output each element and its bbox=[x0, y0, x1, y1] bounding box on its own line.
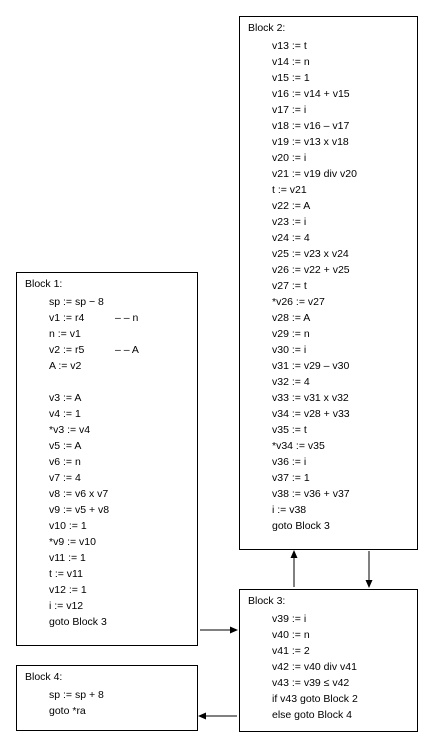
code-line bbox=[49, 582, 109, 598]
code-statement: v30 := i bbox=[272, 344, 307, 356]
code-line bbox=[272, 659, 358, 675]
code-statement: t := v11 bbox=[49, 568, 83, 580]
code-statement: n := v1 bbox=[49, 328, 81, 340]
code-line bbox=[272, 166, 357, 182]
code-statement: v17 := i bbox=[272, 104, 307, 116]
code-line bbox=[272, 214, 357, 230]
code-line bbox=[49, 326, 109, 342]
code-line bbox=[49, 614, 109, 630]
code-statement: v21 := v19 div v20 bbox=[272, 168, 357, 180]
code-line bbox=[272, 134, 357, 150]
code-statement: v37 := 1 bbox=[272, 472, 310, 484]
block-3-code bbox=[272, 611, 358, 723]
code-statement: else goto Block 4 bbox=[272, 709, 352, 721]
code-line bbox=[272, 691, 358, 707]
code-line bbox=[272, 422, 357, 438]
code-statement: v5 := A bbox=[49, 440, 82, 452]
code-line bbox=[49, 703, 104, 719]
code-line bbox=[49, 374, 109, 390]
code-statement: goto Block 3 bbox=[272, 520, 330, 532]
code-statement: v2 := r5 bbox=[49, 344, 85, 356]
code-statement: v28 := A bbox=[272, 312, 311, 324]
code-line bbox=[272, 627, 358, 643]
code-line bbox=[272, 246, 357, 262]
code-statement: v29 := n bbox=[272, 328, 310, 340]
code-line bbox=[272, 643, 358, 659]
code-statement: v6 := n bbox=[49, 456, 81, 468]
code-statement: sp := sp − 8 bbox=[49, 296, 104, 308]
code-statement: v8 := v6 x v7 bbox=[49, 488, 109, 500]
code-statement: goto Block 3 bbox=[49, 616, 107, 628]
code-line bbox=[272, 86, 357, 102]
code-line bbox=[272, 70, 357, 86]
code-statement: v22 := A bbox=[272, 200, 311, 212]
block-2-title: Block 2: bbox=[248, 22, 286, 34]
code-statement: v40 := n bbox=[272, 629, 310, 641]
code-statement: *v26 := v27 bbox=[272, 296, 325, 308]
code-line bbox=[272, 358, 357, 374]
code-statement: v9 := v5 + v8 bbox=[49, 504, 110, 516]
code-line bbox=[49, 687, 104, 703]
code-line bbox=[272, 38, 357, 54]
code-line bbox=[272, 406, 357, 422]
code-line bbox=[272, 390, 357, 406]
code-statement: v13 := t bbox=[272, 40, 307, 52]
code-line bbox=[272, 486, 357, 502]
code-statement: *v3 := v4 bbox=[49, 424, 91, 436]
code-statement: *v34 := v35 bbox=[272, 440, 325, 452]
code-statement: v32 := 4 bbox=[272, 376, 310, 388]
code-statement: v31 := v29 – v30 bbox=[272, 360, 350, 372]
code-line bbox=[272, 182, 357, 198]
code-statement: v43 := v39 ≤ v42 bbox=[272, 677, 350, 689]
block-1 bbox=[16, 272, 198, 646]
code-statement: v14 := n bbox=[272, 56, 310, 68]
code-statement: v41 := 2 bbox=[272, 645, 310, 657]
code-statement: v19 := v13 x v18 bbox=[272, 136, 349, 148]
code-line bbox=[49, 486, 109, 502]
code-line bbox=[272, 518, 357, 534]
code-statement: v42 := v40 div v41 bbox=[272, 661, 357, 673]
code-statement: v16 := v14 + v15 bbox=[272, 88, 350, 100]
block-2 bbox=[239, 16, 418, 550]
code-line bbox=[49, 550, 109, 566]
block-1-code bbox=[49, 294, 139, 630]
code-statement: if v43 goto Block 2 bbox=[272, 693, 358, 705]
code-line bbox=[272, 342, 357, 358]
code-statement: v11 := 1 bbox=[49, 552, 86, 564]
code-statement: i := v38 bbox=[272, 504, 307, 516]
code-line bbox=[49, 454, 109, 470]
code-line bbox=[272, 374, 357, 390]
code-line bbox=[49, 422, 109, 438]
code-comment: – – n bbox=[115, 312, 139, 324]
code-line bbox=[272, 326, 357, 342]
code-line bbox=[49, 406, 109, 422]
block-4 bbox=[16, 665, 198, 731]
code-line bbox=[272, 502, 357, 518]
code-statement: v7 := 4 bbox=[49, 472, 81, 484]
code-line bbox=[272, 454, 357, 470]
code-line bbox=[272, 102, 357, 118]
code-line bbox=[49, 518, 109, 534]
code-statement: v39 := i bbox=[272, 613, 307, 625]
code-statement: v1 := r4 bbox=[49, 312, 85, 324]
code-line bbox=[49, 342, 139, 358]
code-line bbox=[272, 262, 357, 278]
code-line bbox=[49, 294, 109, 310]
code-statement: v25 := v23 x v24 bbox=[272, 248, 349, 260]
code-line bbox=[49, 310, 139, 326]
code-line bbox=[49, 598, 109, 614]
code-line bbox=[272, 611, 358, 627]
code-statement: v23 := i bbox=[272, 216, 307, 228]
code-statement: goto *ra bbox=[49, 705, 86, 717]
code-line bbox=[272, 118, 357, 134]
code-line bbox=[272, 438, 357, 454]
code-line bbox=[272, 707, 358, 723]
code-statement: v38 := v36 + v37 bbox=[272, 488, 350, 500]
code-line bbox=[272, 230, 357, 246]
code-statement: A := v2 bbox=[49, 360, 82, 372]
code-statement: v33 := v31 x v32 bbox=[272, 392, 349, 404]
code-line bbox=[272, 198, 357, 214]
code-line bbox=[49, 358, 109, 374]
code-statement: v4 := 1 bbox=[49, 408, 81, 420]
code-line bbox=[272, 470, 357, 486]
code-statement: v12 := 1 bbox=[49, 584, 87, 596]
code-statement: t := v21 bbox=[272, 184, 307, 196]
code-statement: sp := sp + 8 bbox=[49, 689, 104, 701]
code-statement: v27 := t bbox=[272, 280, 307, 292]
code-line bbox=[272, 54, 357, 70]
block-3 bbox=[239, 589, 418, 732]
code-line bbox=[272, 675, 358, 691]
code-statement: v36 := i bbox=[272, 456, 307, 468]
block-3-title: Block 3: bbox=[248, 595, 286, 607]
code-line bbox=[49, 470, 109, 486]
code-line bbox=[272, 294, 357, 310]
block-2-code bbox=[272, 38, 357, 534]
code-statement: v18 := v16 – v17 bbox=[272, 120, 350, 132]
block-1-title: Block 1: bbox=[25, 278, 63, 290]
code-line bbox=[272, 278, 357, 294]
code-statement: v20 := i bbox=[272, 152, 307, 164]
code-line bbox=[272, 150, 357, 166]
code-statement: v3 := A bbox=[49, 392, 82, 404]
code-statement: v26 := v22 + v25 bbox=[272, 264, 350, 276]
code-comment: – – A bbox=[115, 344, 139, 356]
code-line bbox=[49, 390, 109, 406]
code-statement: *v9 := v10 bbox=[49, 536, 96, 548]
block-4-title: Block 4: bbox=[25, 671, 63, 683]
code-line bbox=[49, 502, 109, 518]
code-line bbox=[49, 534, 109, 550]
block-4-code bbox=[49, 687, 104, 719]
code-statement: i := v12 bbox=[49, 600, 84, 612]
code-statement: v15 := 1 bbox=[272, 72, 310, 84]
code-statement: v24 := 4 bbox=[272, 232, 310, 244]
code-line bbox=[49, 438, 109, 454]
code-statement: v10 := 1 bbox=[49, 520, 87, 532]
code-statement: v35 := t bbox=[272, 424, 307, 436]
code-line bbox=[49, 566, 109, 582]
code-statement: v34 := v28 + v33 bbox=[272, 408, 350, 420]
code-line bbox=[272, 310, 357, 326]
